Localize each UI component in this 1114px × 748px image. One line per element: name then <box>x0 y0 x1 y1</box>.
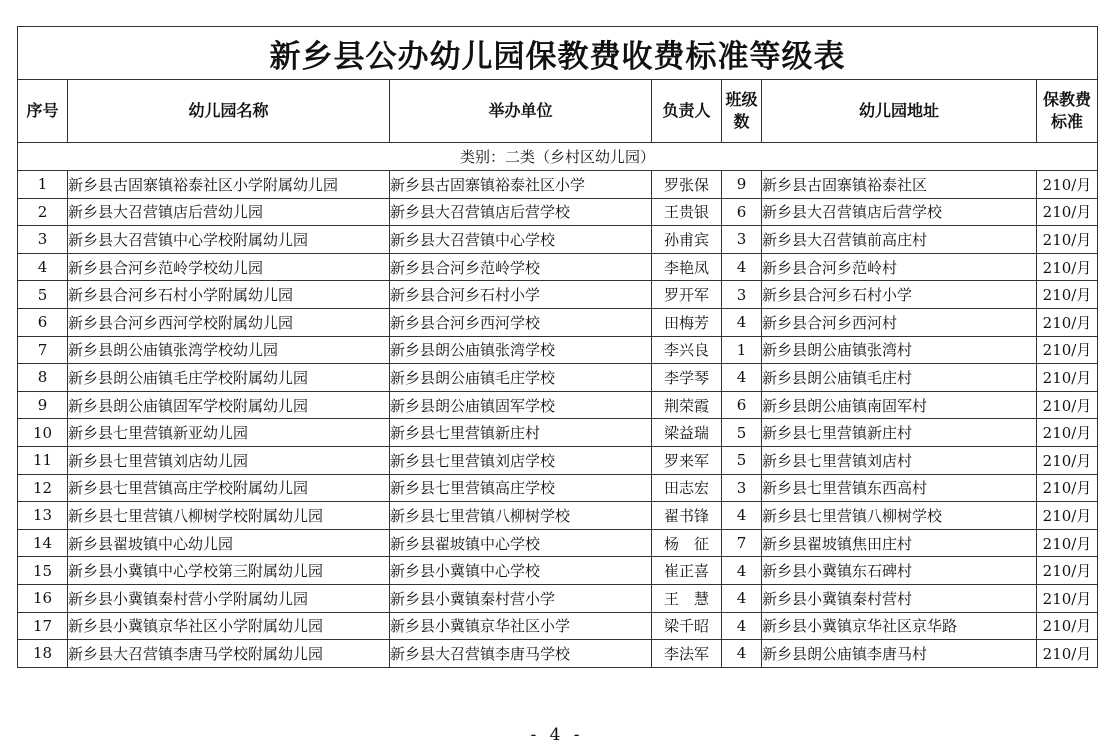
cell-address: 新乡县合河乡范岭村 <box>762 253 1037 281</box>
table-row <box>18 529 1098 557</box>
cell-classes: 4 <box>722 640 762 668</box>
table-row <box>18 198 1098 226</box>
table-body <box>18 171 1098 668</box>
page-number: - 4 - <box>530 725 584 745</box>
cell-address: 新乡县小冀镇东石碑村 <box>762 557 1037 585</box>
header-organizer: 举办单位 <box>390 80 652 143</box>
table-row <box>18 308 1098 336</box>
header-fee <box>1037 80 1098 143</box>
cell-leader: 田梅芳 <box>652 308 722 336</box>
cell-address: 新乡县七里营镇东西高村 <box>762 474 1037 502</box>
cell-fee: 210/月 <box>1037 171 1098 199</box>
cell-leader: 罗来军 <box>652 446 722 474</box>
header-address: 幼儿园地址 <box>762 80 1037 143</box>
cell-seq: 13 <box>18 502 68 530</box>
table-row <box>18 419 1098 447</box>
cell-address: 新乡县七里营镇刘店村 <box>762 446 1037 474</box>
header-classes-line1: 班级 <box>725 90 758 109</box>
cell-name: 新乡县合河乡范岭学校幼儿园 <box>68 253 390 281</box>
cell-leader: 崔正喜 <box>652 557 722 585</box>
cell-leader: 罗开军 <box>652 281 722 309</box>
cell-organizer: 新乡县大召营镇中心学校 <box>390 226 652 254</box>
cell-organizer: 新乡县合河乡西河学校 <box>390 308 652 336</box>
cell-seq: 5 <box>18 281 68 309</box>
cell-address: 新乡县合河乡西河村 <box>762 308 1037 336</box>
cell-name: 新乡县七里营镇新亚幼儿园 <box>68 419 390 447</box>
cell-fee: 210/月 <box>1037 529 1098 557</box>
cell-classes: 7 <box>722 529 762 557</box>
cell-leader: 李艳凤 <box>652 253 722 281</box>
cell-seq: 11 <box>18 446 68 474</box>
cell-address: 新乡县大召营镇店后营学校 <box>762 198 1037 226</box>
table-row <box>18 612 1098 640</box>
table-row <box>18 640 1098 668</box>
header-leader: 负责人 <box>652 80 722 143</box>
cell-organizer: 新乡县七里营镇高庄学校 <box>390 474 652 502</box>
cell-fee: 210/月 <box>1037 419 1098 447</box>
cell-classes: 4 <box>722 557 762 585</box>
cell-address: 新乡县合河乡石村小学 <box>762 281 1037 309</box>
cell-seq: 10 <box>18 419 68 447</box>
cell-organizer: 新乡县翟坡镇中心学校 <box>390 529 652 557</box>
cell-name: 新乡县七里营镇高庄学校附属幼儿园 <box>68 474 390 502</box>
header-classes <box>722 80 762 143</box>
cell-classes: 6 <box>722 391 762 419</box>
cell-organizer: 新乡县大召营镇李唐马学校 <box>390 640 652 668</box>
cell-fee: 210/月 <box>1037 308 1098 336</box>
cell-classes: 6 <box>722 198 762 226</box>
cell-leader: 荆荣霞 <box>652 391 722 419</box>
cell-fee: 210/月 <box>1037 336 1098 364</box>
table-row <box>18 281 1098 309</box>
cell-leader: 罗张保 <box>652 171 722 199</box>
cell-leader: 杨 征 <box>652 529 722 557</box>
cell-fee: 210/月 <box>1037 226 1098 254</box>
cell-leader: 李学琴 <box>652 364 722 392</box>
cell-address: 新乡县朗公庙镇南固军村 <box>762 391 1037 419</box>
table-row <box>18 171 1098 199</box>
cell-fee: 210/月 <box>1037 584 1098 612</box>
cell-fee: 210/月 <box>1037 474 1098 502</box>
cell-organizer: 新乡县朗公庙镇毛庄学校 <box>390 364 652 392</box>
table-row <box>18 446 1098 474</box>
cell-classes: 9 <box>722 171 762 199</box>
cell-leader: 孙甫宾 <box>652 226 722 254</box>
cell-fee: 210/月 <box>1037 502 1098 530</box>
cell-classes: 1 <box>722 336 762 364</box>
cell-fee: 210/月 <box>1037 446 1098 474</box>
cell-classes: 4 <box>722 612 762 640</box>
cell-fee: 210/月 <box>1037 612 1098 640</box>
cell-fee: 210/月 <box>1037 557 1098 585</box>
cell-organizer: 新乡县朗公庙镇固军学校 <box>390 391 652 419</box>
table-row <box>18 336 1098 364</box>
cell-name: 新乡县七里营镇刘店幼儿园 <box>68 446 390 474</box>
cell-seq: 12 <box>18 474 68 502</box>
cell-leader: 李兴良 <box>652 336 722 364</box>
cell-address: 新乡县朗公庙镇张湾村 <box>762 336 1037 364</box>
cell-leader: 田志宏 <box>652 474 722 502</box>
cell-name: 新乡县朗公庙镇固军学校附属幼儿园 <box>68 391 390 419</box>
cell-name: 新乡县大召营镇李唐马学校附属幼儿园 <box>68 640 390 668</box>
cell-seq: 17 <box>18 612 68 640</box>
cell-name: 新乡县合河乡石村小学附属幼儿园 <box>68 281 390 309</box>
fee-standard-table <box>17 26 1098 668</box>
cell-address: 新乡县翟坡镇焦田庄村 <box>762 529 1037 557</box>
cell-address: 新乡县大召营镇前高庄村 <box>762 226 1037 254</box>
cell-classes: 4 <box>722 502 762 530</box>
cell-name: 新乡县大召营镇中心学校附属幼儿园 <box>68 226 390 254</box>
table-row <box>18 226 1098 254</box>
cell-name: 新乡县小冀镇秦村营小学附属幼儿园 <box>68 584 390 612</box>
cell-classes: 4 <box>722 584 762 612</box>
cell-seq: 8 <box>18 364 68 392</box>
header-fee-line2: 标准 <box>1051 112 1084 131</box>
cell-leader: 王 慧 <box>652 584 722 612</box>
cell-organizer: 新乡县合河乡范岭学校 <box>390 253 652 281</box>
cell-classes: 3 <box>722 226 762 254</box>
header-seq: 序号 <box>18 80 68 143</box>
cell-leader: 翟书锋 <box>652 502 722 530</box>
cell-seq: 15 <box>18 557 68 585</box>
cell-organizer: 新乡县七里营镇刘店学校 <box>390 446 652 474</box>
cell-classes: 4 <box>722 308 762 336</box>
cell-name: 新乡县翟坡镇中心幼儿园 <box>68 529 390 557</box>
cell-seq: 6 <box>18 308 68 336</box>
cell-name: 新乡县大召营镇店后营幼儿园 <box>68 198 390 226</box>
cell-organizer: 新乡县七里营镇八柳树学校 <box>390 502 652 530</box>
table-title: 新乡县公办幼儿园保教费收费标准等级表 <box>18 27 1098 80</box>
cell-seq: 1 <box>18 171 68 199</box>
cell-leader: 李法军 <box>652 640 722 668</box>
cell-address: 新乡县朗公庙镇李唐马村 <box>762 640 1037 668</box>
cell-classes: 5 <box>722 419 762 447</box>
table-row <box>18 253 1098 281</box>
category-label: 类别：二类（乡村区幼儿园） <box>18 143 1098 171</box>
cell-organizer: 新乡县合河乡石村小学 <box>390 281 652 309</box>
cell-fee: 210/月 <box>1037 253 1098 281</box>
cell-organizer: 新乡县大召营镇店后营学校 <box>390 198 652 226</box>
cell-fee: 210/月 <box>1037 198 1098 226</box>
header-name: 幼儿园名称 <box>68 80 390 143</box>
cell-organizer: 新乡县小冀镇中心学校 <box>390 557 652 585</box>
cell-organizer: 新乡县七里营镇新庄村 <box>390 419 652 447</box>
cell-seq: 4 <box>18 253 68 281</box>
table-row <box>18 584 1098 612</box>
cell-classes: 3 <box>722 474 762 502</box>
cell-classes: 3 <box>722 281 762 309</box>
cell-address: 新乡县小冀镇京华社区京华路 <box>762 612 1037 640</box>
cell-address: 新乡县小冀镇秦村营村 <box>762 584 1037 612</box>
cell-seq: 7 <box>18 336 68 364</box>
table-row <box>18 364 1098 392</box>
cell-seq: 18 <box>18 640 68 668</box>
cell-address: 新乡县朗公庙镇毛庄村 <box>762 364 1037 392</box>
table-row <box>18 391 1098 419</box>
cell-name: 新乡县小冀镇中心学校第三附属幼儿园 <box>68 557 390 585</box>
cell-seq: 9 <box>18 391 68 419</box>
cell-name: 新乡县朗公庙镇张湾学校幼儿园 <box>68 336 390 364</box>
table-row <box>18 502 1098 530</box>
cell-name: 新乡县朗公庙镇毛庄学校附属幼儿园 <box>68 364 390 392</box>
table-row <box>18 474 1098 502</box>
header-fee-line1: 保教费 <box>1043 90 1092 109</box>
cell-leader: 王贵银 <box>652 198 722 226</box>
cell-seq: 3 <box>18 226 68 254</box>
cell-fee: 210/月 <box>1037 391 1098 419</box>
cell-address: 新乡县七里营镇八柳树学校 <box>762 502 1037 530</box>
cell-organizer: 新乡县小冀镇秦村营小学 <box>390 584 652 612</box>
cell-seq: 14 <box>18 529 68 557</box>
cell-name: 新乡县合河乡西河学校附属幼儿园 <box>68 308 390 336</box>
cell-address: 新乡县古固寨镇裕泰社区 <box>762 171 1037 199</box>
cell-name: 新乡县小冀镇京华社区小学附属幼儿园 <box>68 612 390 640</box>
cell-seq: 2 <box>18 198 68 226</box>
cell-address: 新乡县七里营镇新庄村 <box>762 419 1037 447</box>
cell-organizer: 新乡县小冀镇京华社区小学 <box>390 612 652 640</box>
cell-classes: 4 <box>722 253 762 281</box>
cell-classes: 4 <box>722 364 762 392</box>
cell-seq: 16 <box>18 584 68 612</box>
cell-name: 新乡县七里营镇八柳树学校附属幼儿园 <box>68 502 390 530</box>
cell-fee: 210/月 <box>1037 640 1098 668</box>
cell-fee: 210/月 <box>1037 364 1098 392</box>
cell-organizer: 新乡县朗公庙镇张湾学校 <box>390 336 652 364</box>
cell-organizer: 新乡县古固寨镇裕泰社区小学 <box>390 171 652 199</box>
cell-fee: 210/月 <box>1037 281 1098 309</box>
header-row <box>18 80 1098 143</box>
cell-classes: 5 <box>722 446 762 474</box>
cell-leader: 梁千昭 <box>652 612 722 640</box>
header-classes-line2: 数 <box>733 112 750 131</box>
cell-name: 新乡县古固寨镇裕泰社区小学附属幼儿园 <box>68 171 390 199</box>
table-row <box>18 557 1098 585</box>
cell-leader: 梁益瑞 <box>652 419 722 447</box>
